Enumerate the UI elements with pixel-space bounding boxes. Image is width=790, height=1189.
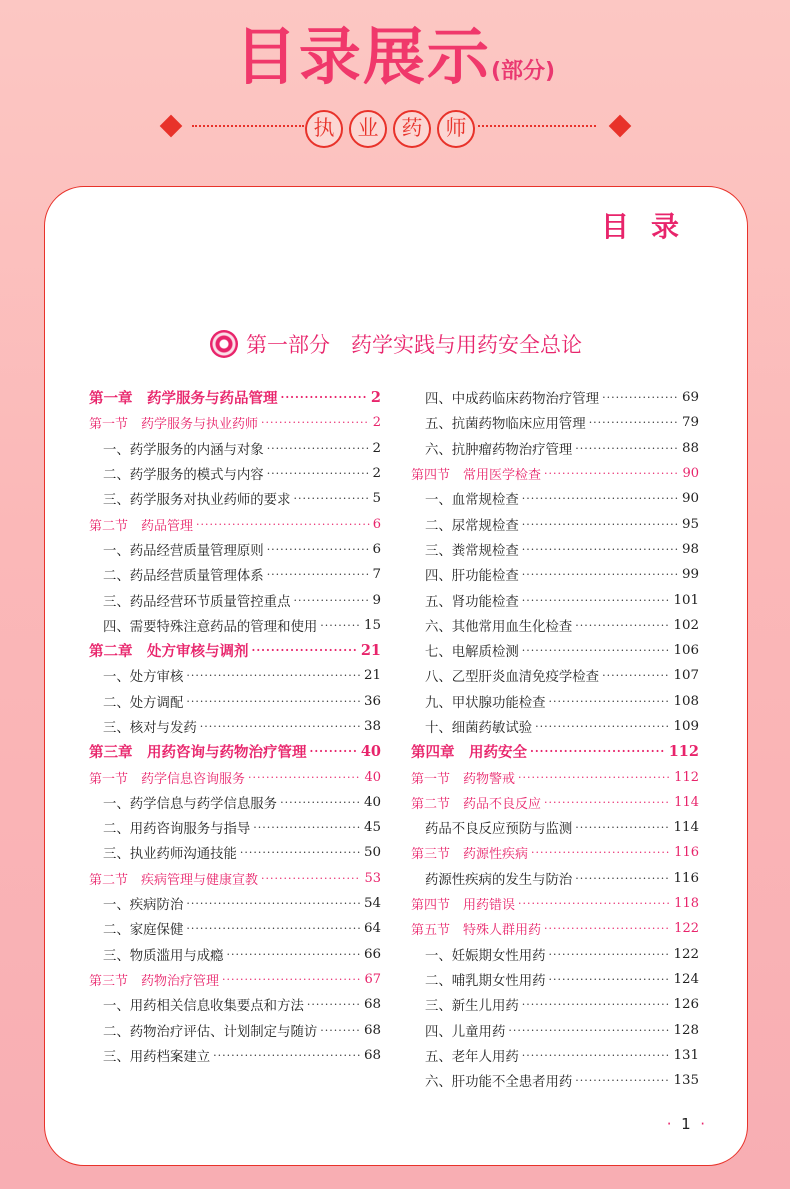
toc-entry-page: 98 bbox=[681, 541, 699, 557]
toc-entry-page: 9 bbox=[372, 592, 381, 608]
toc-entry-item[interactable] bbox=[89, 486, 381, 511]
toc-entry-page: 38 bbox=[363, 719, 381, 734]
leader-dots bbox=[544, 467, 679, 480]
toc-entry-item[interactable] bbox=[411, 638, 699, 663]
leader-dots bbox=[252, 644, 358, 657]
toc-entry-label: 第五节 特殊人群用药 bbox=[411, 923, 542, 939]
toc-entry-item[interactable] bbox=[89, 689, 381, 714]
toc-entry-page: 68 bbox=[363, 1047, 381, 1063]
toc-entry-page: 108 bbox=[673, 693, 699, 709]
leader-dots bbox=[575, 1074, 670, 1087]
toc-entry-label: 第四章 用药安全 bbox=[411, 744, 527, 762]
toc-entry-label: 四、儿童用药 bbox=[425, 1024, 506, 1040]
toc-entry-page: 6 bbox=[372, 541, 381, 557]
toc-entry-section[interactable] bbox=[89, 764, 381, 789]
toc-entry-section[interactable] bbox=[89, 967, 381, 992]
leader-dots bbox=[200, 720, 361, 733]
toc-entry-page: 124 bbox=[673, 971, 699, 987]
toc-entry-page: 21 bbox=[360, 642, 381, 660]
toc-entry-page: 95 bbox=[681, 516, 699, 532]
toc-entry-item[interactable] bbox=[89, 461, 381, 486]
emblem-icon bbox=[210, 330, 238, 358]
leader-dots bbox=[213, 1049, 361, 1062]
toc-entry-label: 十、细菌药敏试验 bbox=[425, 721, 533, 736]
leader-dots bbox=[240, 846, 361, 859]
leader-dots bbox=[544, 796, 671, 809]
dotted-divider bbox=[478, 125, 596, 127]
toc-entry-label: 二、家庭保健 bbox=[103, 923, 184, 939]
toc-entry-page: 102 bbox=[673, 617, 699, 633]
page-number-value: 1 bbox=[681, 1115, 691, 1133]
toc-entry-page: 135 bbox=[673, 1073, 699, 1089]
toc-entry-label: 二、药物治疗评估、计划制定与随访 bbox=[103, 1024, 318, 1040]
leader-dots bbox=[535, 720, 670, 733]
toc-entry-item[interactable] bbox=[411, 942, 699, 967]
toc-entry-item[interactable] bbox=[411, 1017, 699, 1042]
toc-entry-label: 一、药学信息与药学信息服务 bbox=[103, 796, 278, 812]
toc-entry-item[interactable] bbox=[411, 385, 699, 410]
toc-entry-section[interactable] bbox=[411, 461, 699, 486]
leader-dots bbox=[508, 1024, 670, 1037]
toc-entry-item[interactable] bbox=[89, 1043, 381, 1068]
toc-entry-page: 122 bbox=[674, 921, 699, 937]
toc-entry-item[interactable] bbox=[89, 891, 381, 916]
toc-entry-page: 54 bbox=[363, 896, 381, 912]
toc-entry-page: 128 bbox=[673, 1022, 699, 1038]
dotted-divider bbox=[192, 125, 304, 127]
toc-entry-page: 69 bbox=[681, 390, 699, 406]
toc-entry-item[interactable] bbox=[411, 815, 699, 840]
leader-dots bbox=[575, 872, 670, 885]
toc-entry-page: 90 bbox=[682, 466, 699, 482]
leader-dots bbox=[293, 492, 369, 505]
toc-entry-item[interactable] bbox=[89, 436, 381, 461]
toc-entry-page: 67 bbox=[364, 971, 381, 987]
toc-entry-section[interactable] bbox=[89, 511, 381, 536]
toc-entry-page: 79 bbox=[681, 415, 699, 431]
leader-dots bbox=[281, 391, 368, 404]
toc-entry-page: 40 bbox=[360, 743, 381, 761]
toc-entry-label: 五、老年人用药 bbox=[425, 1049, 519, 1065]
leader-dots bbox=[320, 619, 361, 632]
toc-entry-page: 50 bbox=[363, 845, 381, 861]
leader-dots bbox=[196, 518, 370, 531]
diamond-icon bbox=[609, 115, 632, 138]
leader-dots bbox=[531, 846, 671, 859]
toc-entry-page: 40 bbox=[363, 794, 381, 810]
toc-entry-item[interactable] bbox=[89, 562, 381, 587]
toc-entry-label: 二、药品经营质量管理体系 bbox=[103, 569, 264, 585]
toc-entry-label: 二、药学服务的模式与内容 bbox=[103, 468, 264, 484]
toc-entry-page: 45 bbox=[363, 820, 381, 836]
leader-dots bbox=[186, 669, 361, 682]
toc-entry-page: 21 bbox=[363, 668, 381, 684]
toc-entry-page: 2 bbox=[370, 389, 381, 407]
toc-entry-item[interactable] bbox=[411, 1068, 699, 1093]
toc-entry-item[interactable] bbox=[89, 815, 381, 840]
toc-entry-page: 99 bbox=[681, 567, 699, 583]
toc-entry-label: 第三章 用药咨询与药物治疗管理 bbox=[89, 744, 307, 762]
subtitle-chars bbox=[305, 110, 475, 148]
toc-entry-page: 40 bbox=[364, 769, 381, 785]
toc-entry-item[interactable] bbox=[89, 714, 381, 739]
toc-entry-page: 112 bbox=[674, 769, 699, 785]
toc-entry-label: 第二章 处方审核与调剂 bbox=[89, 643, 249, 661]
leader-dots bbox=[530, 745, 666, 758]
toc-entry-page: 36 bbox=[363, 693, 381, 709]
part-title bbox=[45, 329, 747, 359]
leader-dots bbox=[222, 973, 361, 986]
toc-entry-label: 第三节 药源性疾病 bbox=[411, 847, 529, 863]
leader-dots bbox=[267, 543, 370, 556]
leader-dots bbox=[522, 543, 679, 556]
leader-dots bbox=[602, 669, 670, 682]
toc-entry-page: 107 bbox=[673, 668, 699, 684]
toc-entry-chapter[interactable] bbox=[89, 638, 381, 663]
leader-dots bbox=[253, 821, 361, 834]
toc-entry-item[interactable] bbox=[411, 410, 699, 435]
toc-entry-label: 第二节 药品管理 bbox=[89, 518, 194, 534]
toc-entry-page: 116 bbox=[674, 845, 699, 861]
toc-entry-page: 109 bbox=[673, 719, 699, 734]
toc-header: 目录 bbox=[600, 210, 701, 243]
toc-entry-label: 一、疾病防治 bbox=[103, 898, 184, 914]
toc-entry-label: 七、电解质检测 bbox=[425, 645, 519, 661]
leader-dots bbox=[575, 821, 670, 834]
toc-entry-label: 第四节 用药错误 bbox=[411, 898, 516, 914]
toc-entry-chapter[interactable] bbox=[89, 739, 381, 764]
toc-entry-label: 三、用药档案建立 bbox=[103, 1049, 211, 1065]
toc-entry-item[interactable] bbox=[89, 613, 381, 638]
toc-entry-item[interactable] bbox=[411, 537, 699, 562]
toc-entry-label: 三、药学服务对执业药师的要求 bbox=[103, 493, 291, 509]
toc-entry-label: 药源性疾病的发生与防治 bbox=[425, 872, 573, 888]
leader-dots bbox=[267, 568, 370, 581]
toc-entry-item[interactable] bbox=[411, 866, 699, 891]
leader-dots bbox=[602, 391, 679, 404]
toc-entry-page: 131 bbox=[673, 1047, 699, 1063]
toc-entry-page: 7 bbox=[372, 567, 381, 583]
toc-entry-label: 八、乙型肝炎血清免疫学检查 bbox=[425, 670, 600, 686]
toc-entry-page: 68 bbox=[363, 997, 381, 1013]
leader-dots bbox=[522, 1049, 671, 1062]
toc-entry-label: 三、核对与发药 bbox=[103, 721, 197, 736]
toc-entry-item[interactable] bbox=[89, 916, 381, 941]
toc-entry-label: 九、甲状腺功能检查 bbox=[425, 695, 546, 711]
leader-dots bbox=[261, 872, 361, 885]
toc-entry-page: 2 bbox=[372, 415, 381, 431]
toc-entry-section[interactable] bbox=[411, 764, 699, 789]
toc-entry-item[interactable] bbox=[89, 1017, 381, 1042]
toc-entry-label: 六、其他常用血生化检查 bbox=[425, 619, 573, 635]
toc-entry-label: 三、新生儿用药 bbox=[425, 999, 519, 1015]
leader-dots bbox=[522, 644, 671, 657]
leader-dots bbox=[227, 948, 361, 961]
toc-entry-label: 一、药学服务的内涵与对象 bbox=[103, 442, 264, 458]
leader-dots bbox=[575, 619, 670, 632]
toc-entry-page: 6 bbox=[372, 516, 381, 532]
toc-entry-page: 106 bbox=[673, 643, 699, 659]
toc-entry-label: 三、粪常规检查 bbox=[425, 543, 519, 559]
toc-entry-page: 2 bbox=[372, 440, 381, 456]
leader-dots bbox=[310, 745, 358, 758]
toc-entry-label: 六、抗肿瘤药物治疗管理 bbox=[425, 442, 573, 458]
toc-entry-label: 第三节 药物治疗管理 bbox=[89, 973, 220, 989]
toc-entry-page: 118 bbox=[674, 896, 699, 912]
toc-column-right bbox=[411, 385, 699, 1093]
toc-entry-page: 5 bbox=[372, 491, 381, 507]
leader-dots bbox=[518, 897, 671, 910]
leader-dots bbox=[186, 922, 361, 935]
leader-dots bbox=[320, 1024, 361, 1037]
toc-entry-section[interactable] bbox=[89, 866, 381, 891]
toc-entry-section[interactable] bbox=[89, 410, 381, 435]
toc-entry-label: 一、处方审核 bbox=[103, 670, 184, 686]
toc-entry-label: 三、物质滥用与成瘾 bbox=[103, 948, 224, 964]
toc-entry-chapter[interactable] bbox=[89, 385, 381, 410]
leader-dots bbox=[267, 442, 370, 455]
toc-column-left bbox=[89, 385, 381, 1068]
leader-dots bbox=[575, 442, 679, 455]
toc-entry-label: 第一节 药物警戒 bbox=[411, 771, 516, 787]
toc-entry-item[interactable] bbox=[411, 714, 699, 739]
toc-entry-item[interactable] bbox=[411, 562, 699, 587]
toc-entry-page: 66 bbox=[363, 946, 381, 962]
toc-entry-page: 90 bbox=[681, 491, 699, 507]
toc-entry-label: 一、药品经营质量管理原则 bbox=[103, 543, 264, 559]
toc-entry-item[interactable] bbox=[411, 486, 699, 511]
toc-entry-section[interactable] bbox=[411, 790, 699, 815]
leader-dots bbox=[549, 973, 671, 986]
toc-entry-item[interactable] bbox=[411, 511, 699, 536]
toc-entry-label: 第二节 疾病管理与健康宣教 bbox=[89, 872, 259, 888]
toc-entry-section[interactable] bbox=[411, 840, 699, 865]
subtitle-char: 业 bbox=[349, 110, 387, 148]
subtitle-char: 师 bbox=[437, 110, 475, 148]
banner-subtitle bbox=[0, 110, 790, 150]
toc-entry-label: 四、肝功能检查 bbox=[425, 569, 519, 585]
toc-entry-label: 一、用药相关信息收集要点和方法 bbox=[103, 999, 304, 1015]
leader-dots bbox=[522, 568, 679, 581]
leader-dots bbox=[522, 492, 679, 505]
leader-dots bbox=[549, 948, 671, 961]
toc-entry-label: 第四节 常用医学检查 bbox=[411, 468, 542, 484]
leader-dots bbox=[518, 771, 671, 784]
toc-entry-label: 五、抗菌药物临床应用管理 bbox=[425, 417, 586, 433]
subtitle-char: 药 bbox=[393, 110, 431, 148]
leader-dots bbox=[522, 998, 671, 1011]
toc-entry-item[interactable] bbox=[89, 942, 381, 967]
leader-dots bbox=[522, 594, 671, 607]
toc-entry-label: 药品不良反应预防与监测 bbox=[425, 822, 573, 838]
toc-entry-item[interactable] bbox=[411, 587, 699, 612]
leader-dots bbox=[248, 771, 361, 784]
banner-main-title: 目录展示 bbox=[234, 20, 491, 93]
toc-entry-item[interactable] bbox=[411, 967, 699, 992]
diamond-icon bbox=[160, 115, 183, 138]
toc-entry-label: 二、用药咨询服务与指导 bbox=[103, 822, 251, 838]
leader-dots bbox=[186, 695, 361, 708]
toc-entry-item[interactable] bbox=[411, 436, 699, 461]
toc-entry-page: 122 bbox=[673, 946, 699, 962]
toc-entry-label: 一、妊娠期女性用药 bbox=[425, 948, 546, 964]
toc-entry-page: 15 bbox=[363, 617, 381, 633]
leader-dots bbox=[522, 518, 679, 531]
toc-entry-page: 101 bbox=[673, 592, 699, 608]
toc-entry-page: 2 bbox=[372, 466, 381, 482]
toc-entry-label: 二、哺乳期女性用药 bbox=[425, 973, 546, 989]
leader-dots bbox=[267, 467, 370, 480]
part-title-text: 第一部分 药学实践与用药安全总论 bbox=[246, 333, 582, 357]
toc-entry-label: 第一节 药学信息咨询服务 bbox=[89, 771, 246, 787]
toc-entry-item[interactable] bbox=[411, 663, 699, 688]
leader-dots bbox=[186, 897, 361, 910]
toc-entry-item[interactable] bbox=[89, 790, 381, 815]
toc-entry-item[interactable] bbox=[89, 663, 381, 688]
leader-dots bbox=[307, 998, 361, 1011]
toc-card bbox=[44, 186, 748, 1166]
leader-dots bbox=[261, 416, 370, 429]
toc-entry-label: 五、肾功能检查 bbox=[425, 594, 519, 610]
leader-dots bbox=[549, 695, 671, 708]
toc-entry-chapter[interactable] bbox=[411, 739, 699, 764]
subtitle-char: 执 bbox=[305, 110, 343, 148]
toc-entry-page: 114 bbox=[674, 794, 699, 810]
toc-entry-label: 六、肝功能不全患者用药 bbox=[425, 1075, 573, 1091]
toc-entry-label: 二、尿常规检查 bbox=[425, 518, 519, 534]
toc-entry-item[interactable] bbox=[411, 992, 699, 1017]
toc-entry-label: 一、血常规检查 bbox=[425, 493, 519, 509]
toc-entry-page: 116 bbox=[673, 870, 699, 886]
toc-entry-label: 四、需要特殊注意药品的管理和使用 bbox=[103, 619, 318, 635]
toc-entry-item[interactable] bbox=[89, 537, 381, 562]
toc-entry-page: 64 bbox=[363, 921, 381, 937]
banner-title bbox=[0, 20, 790, 93]
toc-entry-item[interactable] bbox=[89, 992, 381, 1017]
toc-entry-label: 四、中成药临床药物治疗管理 bbox=[425, 392, 600, 408]
toc-entry-label: 二、处方调配 bbox=[103, 695, 184, 711]
toc-entry-label: 第一章 药学服务与药品管理 bbox=[89, 390, 278, 408]
toc-entry-label: 第一节 药学服务与执业药师 bbox=[89, 417, 259, 433]
leader-dots bbox=[280, 796, 361, 809]
toc-entry-section[interactable] bbox=[411, 916, 699, 941]
toc-entry-item[interactable] bbox=[411, 613, 699, 638]
toc-entry-item[interactable] bbox=[89, 840, 381, 865]
toc-entry-page: 88 bbox=[681, 440, 699, 456]
leader-dots bbox=[589, 416, 679, 429]
toc-entry-page: 53 bbox=[364, 870, 381, 886]
toc-entry-label: 三、药品经营环节质量管控重点 bbox=[103, 594, 291, 610]
toc-entry-page: 112 bbox=[668, 743, 699, 761]
toc-entry-label: 第二节 药品不良反应 bbox=[411, 796, 542, 812]
banner-title-suffix: (部分) bbox=[490, 59, 556, 84]
toc-entry-page: 114 bbox=[673, 820, 699, 836]
page-number: · 1 · bbox=[666, 1115, 705, 1133]
toc-entry-item[interactable] bbox=[411, 1043, 699, 1068]
leader-dots bbox=[544, 922, 671, 935]
toc-entry-page: 68 bbox=[363, 1022, 381, 1038]
toc-entry-section[interactable] bbox=[411, 891, 699, 916]
toc-entry-item[interactable] bbox=[411, 689, 699, 714]
leader-dots bbox=[293, 594, 369, 607]
toc-entry-page: 126 bbox=[673, 997, 699, 1013]
toc-entry-label: 三、执业药师沟通技能 bbox=[103, 847, 237, 863]
toc-entry-item[interactable] bbox=[89, 587, 381, 612]
